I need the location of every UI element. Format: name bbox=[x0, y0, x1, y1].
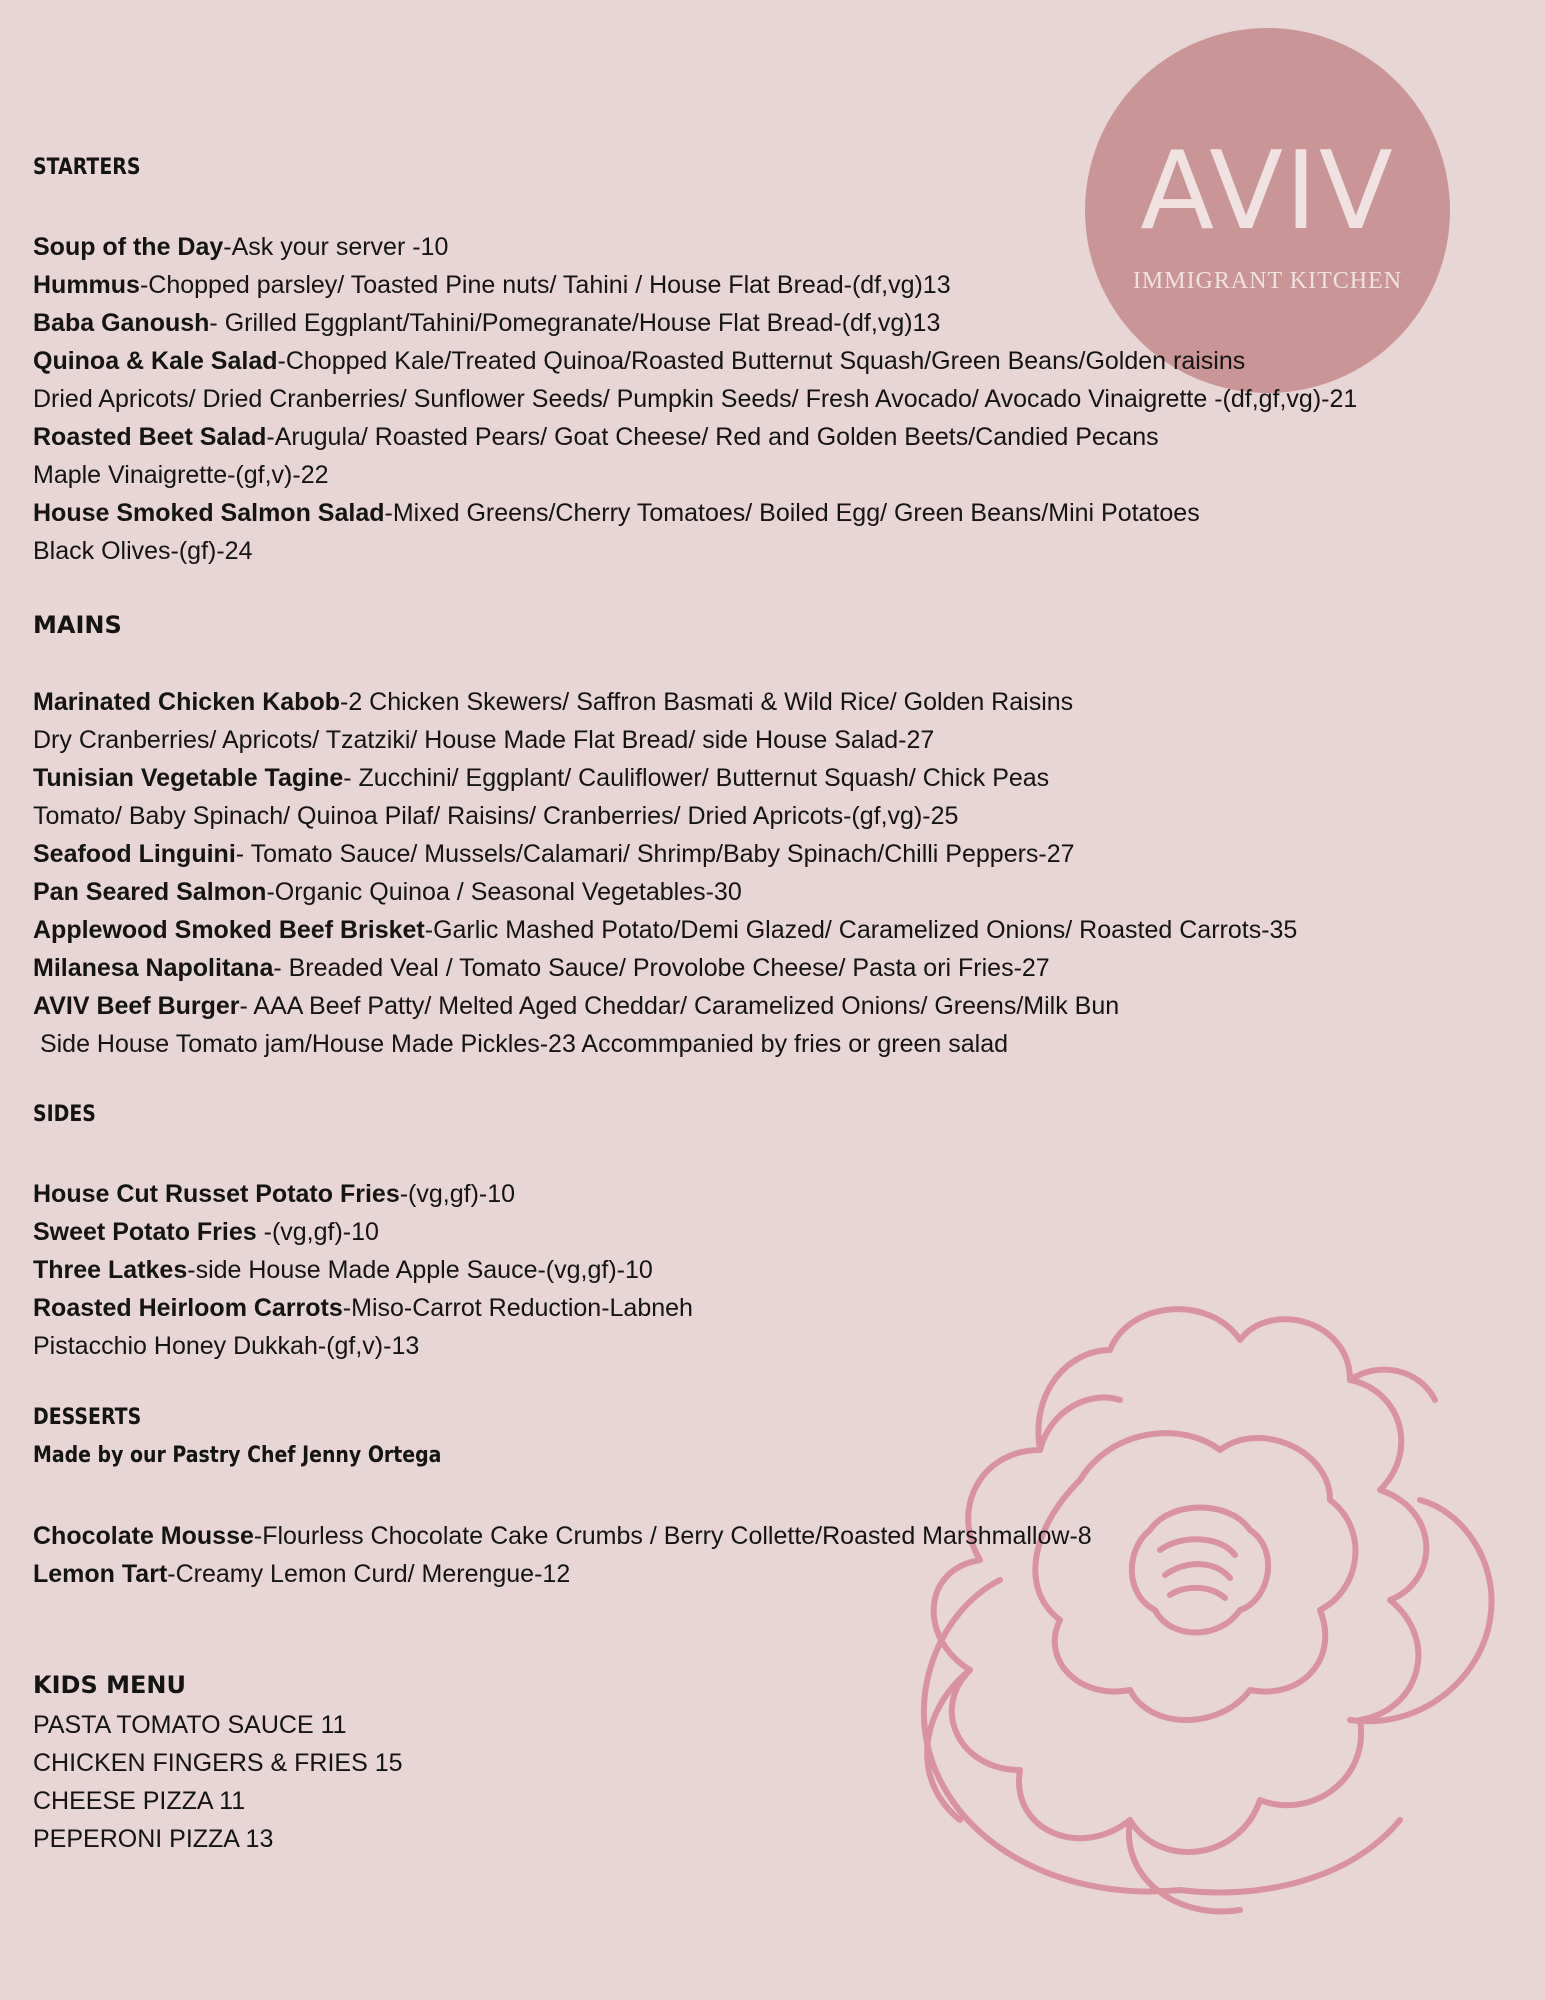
menu-item: Three Latkes-side House Made Apple Sauce-(vg,gf)-10 bbox=[33, 1256, 653, 1284]
section-heading-desserts: DESSERTS bbox=[33, 1405, 142, 1430]
menu-item: Seafood Linguini- Tomato Sauce/ Mussels/Calamari/ Shrimp/Baby Spinach/Chilli Peppers-27 bbox=[33, 840, 1075, 868]
menu-item: Roasted Beet Salad-Arugula/ Roasted Pears/ Goat Cheese/ Red and Golden Beets/Candied Pecans bbox=[33, 423, 1159, 451]
section-heading-kids-menu: KIDS MENU bbox=[33, 1671, 186, 1699]
logo-badge bbox=[1085, 28, 1450, 393]
menu-item: Applewood Smoked Beef Brisket-Garlic Mashed Potato/Demi Glazed/ Caramelized Onions/ Roasted Carrots-35 bbox=[33, 916, 1298, 944]
menu-item: Hummus-Chopped parsley/ Toasted Pine nuts/ Tahini / House Flat Bread-(df,vg)13 bbox=[33, 271, 951, 299]
flower-illustration bbox=[880, 1280, 1530, 1940]
menu-item: Tunisian Vegetable Tagine- Zucchini/ Eggplant/ Cauliflower/ Butternut Squash/ Chick Peas bbox=[33, 764, 1050, 792]
desserts-subheading: Made by our Pastry Chef Jenny Ortega bbox=[33, 1443, 442, 1468]
menu-item: Lemon Tart-Creamy Lemon Curd/ Merengue-12 bbox=[33, 1560, 571, 1588]
menu-item: Quinoa & Kale Salad-Chopped Kale/Treated Quinoa/Roasted Butternut Squash/Green Beans/Golden raisins bbox=[33, 347, 1246, 375]
menu-item: Milanesa Napolitana- Breaded Veal / Tomato Sauce/ Provolobe Cheese/ Pasta ori Fries-27 bbox=[33, 954, 1050, 982]
section-heading-mains: MAINS bbox=[33, 611, 122, 639]
menu-item-continued: Dried Apricots/ Dried Cranberries/ Sunflower Seeds/ Pumpkin Seeds/ Fresh Avocado/ Avocado Vinaigrette -(df,gf,vg)-21 bbox=[33, 385, 1358, 413]
menu-item: Soup of the Day-Ask your server -10 bbox=[33, 233, 449, 261]
menu-item: Roasted Heirloom Carrots-Miso-Carrot Reduction-Labneh bbox=[33, 1294, 693, 1322]
menu-item: Sweet Potato Fries -(vg,gf)-10 bbox=[33, 1218, 379, 1246]
kids-menu-item: PASTA TOMATO SAUCE 11 bbox=[33, 1711, 347, 1739]
menu-item-continued: Maple Vinaigrette-(gf,v)-22 bbox=[33, 461, 329, 489]
menu-item-continued: Dry Cranberries/ Apricots/ Tzatziki/ House Made Flat Bread/ side House Salad-27 bbox=[33, 726, 935, 754]
section-heading-starters: STARTERS bbox=[33, 155, 141, 180]
menu-item: Baba Ganoush- Grilled Eggplant/Tahini/Pomegranate/House Flat Bread-(df,vg)13 bbox=[33, 309, 941, 337]
menu-item-continued: Tomato/ Baby Spinach/ Quinoa Pilaf/ Raisins/ Cranberries/ Dried Apricots-(gf,vg)-25 bbox=[33, 802, 959, 830]
menu-item: Pan Seared Salmon-Organic Quinoa / Seasonal Vegetables-30 bbox=[33, 878, 742, 906]
kids-menu-item: CHICKEN FINGERS & FRIES 15 bbox=[33, 1749, 403, 1777]
menu-item: House Cut Russet Potato Fries-(vg,gf)-10 bbox=[33, 1180, 516, 1208]
menu-item: Marinated Chicken Kabob-2 Chicken Skewers/ Saffron Basmati & Wild Rice/ Golden Raisins bbox=[33, 688, 1074, 716]
menu-item-continued: Side House Tomato jam/House Made Pickles-23 Accommpanied by fries or green salad bbox=[33, 1030, 1009, 1058]
menu-item-continued: Pistacchio Honey Dukkah-(gf,v)-13 bbox=[33, 1332, 420, 1360]
section-heading-sides: SIDES bbox=[33, 1102, 96, 1127]
menu-item-continued: Black Olives-(gf)-24 bbox=[33, 537, 253, 565]
menu-item: AVIV Beef Burger- AAA Beef Patty/ Melted Aged Cheddar/ Caramelized Onions/ Greens/Milk Bun bbox=[33, 992, 1120, 1020]
menu-item: Chocolate Mousse-Flourless Chocolate Cake Crumbs / Berry Collette/Roasted Marshmallow-8 bbox=[33, 1522, 1092, 1550]
kids-menu-item: CHEESE PIZZA 11 bbox=[33, 1787, 246, 1815]
logo-subtitle: IMMIGRANT KITCHEN bbox=[1132, 268, 1403, 294]
logo-name: AVIV bbox=[1140, 129, 1395, 254]
menu-item: House Smoked Salmon Salad-Mixed Greens/Cherry Tomatoes/ Boiled Egg/ Green Beans/Mini Potatoes bbox=[33, 499, 1200, 527]
kids-menu-item: PEPERONI PIZZA 13 bbox=[33, 1825, 274, 1853]
